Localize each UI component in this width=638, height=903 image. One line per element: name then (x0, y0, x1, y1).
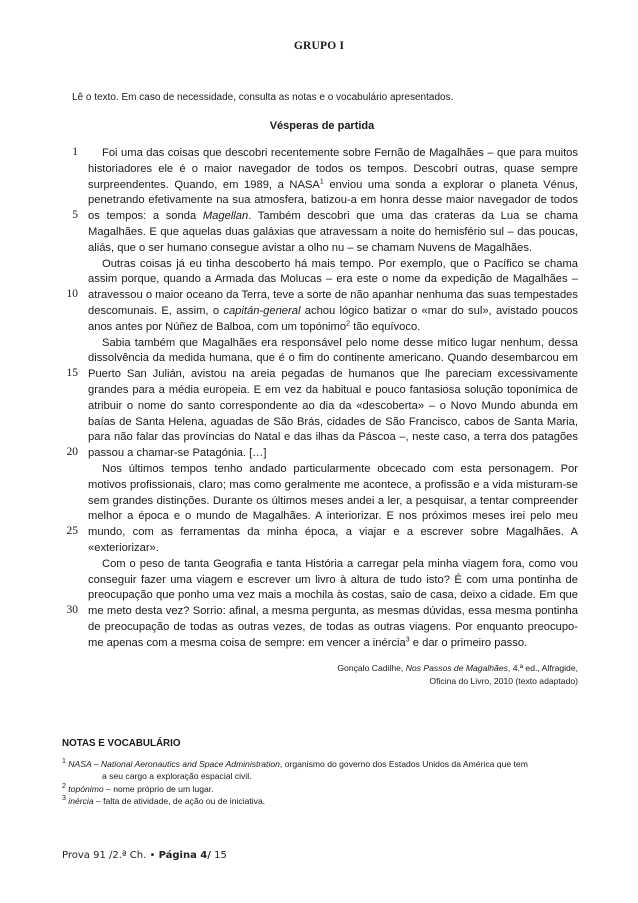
line-number: 30 (66, 604, 78, 616)
paragraph-1: Foi uma das coisas que descobri recentemente sobre Fernão de Magalhães – que para muitos historiadores ele é o maior navegador de todos os tempos. Descobri outras, quase sempre surpreendentes. Quando, em 1989, a NASA$^1$ enviou uma sonda a explorar o planeta Vénus, penetrando efetivamente na sua atmosfera, batizou-a em honra desse maior navegador de todos os tempos: a sonda Magellan. Também descobri que uma das crateras da Lua se chama Magalhães. E que aquelas duas galáxias que atravessam a noite do hemisfério sul – das poucas, aliás, que o ser humano consegue avistar a olho nu – se chamam Nuvens de Magalhães. (88, 147, 578, 254)
notes-title: NOTAS E VOCABULÁRIO (62, 738, 181, 749)
line-number: 25 (66, 525, 78, 537)
line-number: 20 (66, 446, 78, 458)
note-item: $^1$ NASA – National Aeronautics and Space Administration, organismo do governo dos Estados Unidos da América que tem a seu cargo a exploração espacial civil. (62, 758, 528, 782)
notes-list (62, 758, 582, 808)
line-number: 15 (66, 367, 78, 379)
line-number: 5 (72, 209, 78, 221)
source-citation: Gonçalo Cadilhe, Nos Passos de Magalhães, 4.ª ed., Alfragide, Oficina do Livro, 2010 (texto adaptado) (337, 663, 578, 686)
note-item: $^2$ topónimo – nome próprio de um lugar. (62, 782, 214, 794)
line-number: 10 (66, 288, 78, 300)
paragraph-4: Nos últimos tempos tenho andado particularmente obcecado com esta personagem. Por motivos profissionais, claro; mas como geralmente me acontece, a profissão e a vida misturam-se sem grandes distinções. Durante os últimos meses andei a ler, a pesquisar, a tentar compreender melhor a época e o mundo de Magalhães. A interiorizar. E nos próximos meses irei pelo meu mundo, com as ferramentas da minha época, a viajar e a escrever sobre Magalhães. A «exteriorizar». (88, 462, 578, 554)
note-item: $^3$ inércia – falta de atividade, de ação ou de iniciativa. (62, 795, 266, 807)
group-title: GRUPO I (293, 40, 345, 52)
page-footer: Prova 91 /2.ª Ch. • Página 4/ 15 (62, 850, 227, 861)
paragraph-5: Com o peso de tanta Geografia e tanta História a carregar pela minha viagem fora, como vou conseguir fazer uma viagem e escrever um livro à altura de tudo isto? É com uma pontinha de preocupação que ponho uma vez mais a mochila às costas, saio de casa, deixo a cidade. Em que me meto desta vez? Sorrio: afinal, a mesma pergunta, as mesmas dúvidas, essa mesma pontinha de preocupação de todas as outras vezes, de todas as outras viagens. Por enquanto preocupo-me apenas com a mesma coisa de sempre: em vencer a inércia$^3$ e dar o primeiro passo. (88, 557, 578, 649)
text-title: Vésperas de partida (269, 120, 375, 132)
paragraph-3: Sabia também que Magalhães era responsável pelo nome desse mítico lugar nenhum, dessa dissolvência da medida humana, que é o fim do continente americano. Quando desembarcou em Puerto San Julián, avistou na areia pegadas de humanos que lhe pareciam excessivamente grandes para a média europeia. E em vez da habitual e pouco fantasiosa solução toponímica de atribuir o nome do santo correspondente ao dia da «descoberta» – o Novo Mundo abunda em baías de Santa Helena, aguadas de São Brás, cidades de São Francisco, cabos de Santa Maria, para não falar das províncias do Natal e das ilhas da Páscoa –, neste caso, a terra dos patagões passou a chamar-se Patagónia. […] (88, 336, 578, 460)
line-number: 1 (72, 146, 78, 158)
paragraph-2: Outras coisas já eu tinha descoberto há mais tempo. Por exemplo, que o Pacífico se chama assim porque, quando a Armada das Molucas – era este o nome da expedição de Magalhães – atravessou o maior oceano da Terra, teve a sorte de não apanhar nenhuma das suas tempestades descomunais. E, assim, o capitán-general achou lógico batizar o «mar do sul», avistado poucos anos antes por Núñez de Balboa, com um topónimo$^2$ tão equívoco. (88, 257, 578, 333)
intro-instruction: Lê o texto. Em caso de necessidade, consulta as notas e o vocabulário apresentados. (72, 92, 454, 103)
main-text (88, 146, 578, 652)
